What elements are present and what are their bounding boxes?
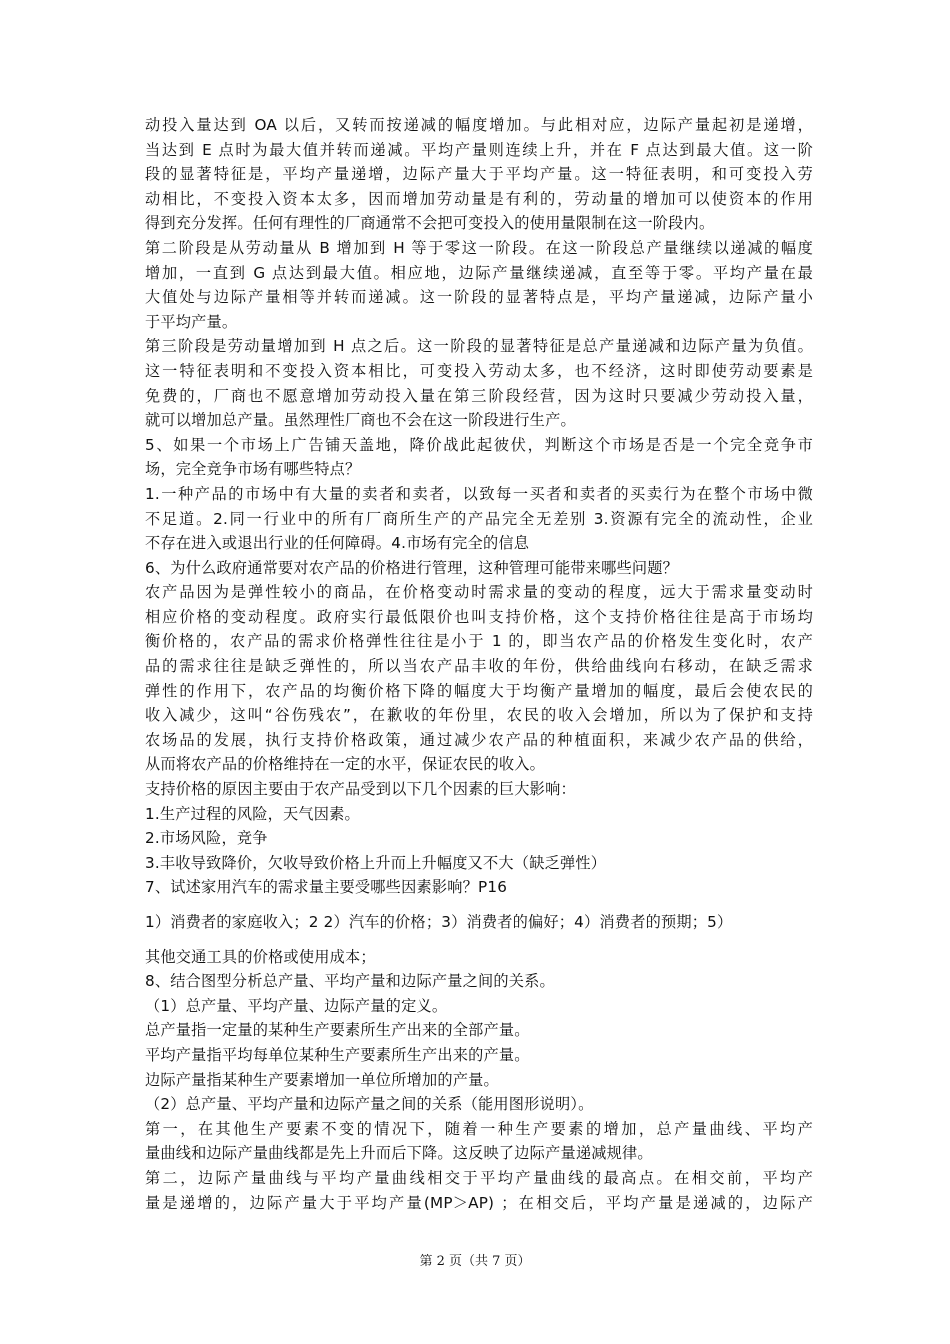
text-line: 第一，在其他生产要素不变的情况下，随着一种生产要素的增加，总产量曲线、平均产	[145, 1119, 813, 1138]
text-line: 5、如果一个市场上广告铺天盖地，降价战此起彼伏，判断这个市场是否是一个完全竞争市	[145, 435, 813, 454]
text-line: 2.市场风险，竞争	[145, 829, 268, 848]
text-line: 其他交通工具的价格或使用成本；	[145, 947, 376, 966]
text-line: 1.生产过程的风险，天气因素。	[145, 804, 360, 823]
text-line: 场，完全竞争市场有哪些特点？	[145, 460, 361, 479]
text-line: 衡价格的，农产品的需求价格弹性往往是小于 1 的，即当农产品的价格发生变化时，农产	[145, 632, 813, 651]
text-line: 7、试述家用汽车的需求量主要受哪些因素影响？P16	[145, 878, 508, 897]
text-line: 不存在进入或退出行业的任何障碍。4.市场有完全的信息	[145, 534, 530, 553]
text-line: 3.丰收导致降价，欠收导致价格上升而上升幅度又不大（缺乏弹性）	[145, 853, 607, 872]
text-line: 1）消费者的家庭收入；2 2）汽车的价格；3）消费者的偏好；4）消费者的预期；5）	[145, 913, 733, 931]
text-line: 免费的，厂商也不愿意增加劳动投入量在第三阶段经营，因为这时只要减少劳动投入量，	[145, 386, 813, 405]
text-line: 得到充分发挥。任何有理性的厂商通常不会把可变投入的使用量限制在这一阶段内。	[145, 214, 715, 233]
spacer	[145, 900, 813, 910]
text-line: 从而将农产品的价格维持在一定的水平，保证农民的收入。	[145, 755, 546, 774]
text-line: 增加，一直到 G 点达到最大值。相应地，边际产量继续递减，直至等于零。平均产量在最	[145, 263, 813, 282]
text-line: 就可以增加总产量。虽然理性厂商也不会在这一阶段进行生产。	[145, 411, 576, 430]
text-line: 农场品的发展，执行支持价格政策，通过减少农产品的种植面积，来减少农产品的供给，	[145, 730, 813, 749]
text-line: 收入减少，这叫“谷伤残农”，在歉收的年份里，农民的收入会增加，所以为了保护和支持	[145, 706, 813, 725]
document-body	[145, 113, 813, 1215]
text-line: （1）总产量、平均产量、边际产量的定义。	[145, 996, 448, 1015]
text-line: 平均产量指平均每单位某种生产要素所生产出来的产量。	[145, 1045, 530, 1064]
spacer	[145, 935, 813, 945]
text-line: 第三阶段是劳动量增加到 H 点之后。这一阶段的显著特征是总产量递减和边际产量为负值。	[145, 337, 813, 356]
text-line: 边际产量指某种生产要素增加一单位所增加的产量。	[145, 1070, 499, 1089]
text-line: 相应价格的变动程度。政府实行最低限价也叫支持价格，这个支持价格往往是高于市场均	[145, 607, 813, 626]
text-line: 支持价格的原因主要由于农产品受到以下几个因素的巨大影响：	[145, 780, 576, 799]
text-line: 总产量指一定量的某种生产要素所生产出来的全部产量。	[145, 1021, 530, 1040]
text-line: （2）总产量、平均产量和边际产量之间的关系（能用图形说明）。	[145, 1095, 594, 1114]
text-line: 大值处与边际产量相等并转而递减。这一阶段的显著特点是，平均产量递减，边际产量小	[145, 288, 813, 307]
text-line: 于平均产量。	[145, 312, 238, 331]
text-line: 动投入量达到 OA 以后，又转而按递减的幅度增加。与此相对应，边际产量起初是递增，	[145, 116, 813, 134]
text-line: 6、为什么政府通常要对农产品的价格进行管理，这种管理可能带来哪些问题？	[145, 558, 679, 577]
text-line: 品的需求往往是缺乏弹性的，所以当农产品丰收的年份，供给曲线向右移动，在缺乏需求	[145, 657, 813, 676]
text-line: 第二阶段是从劳动量从 B 增加到 H 等于零这一阶段。在这一阶段总产量继续以递减的幅度	[145, 238, 813, 257]
text-line: 量曲线和边际产量曲线都是先上升而后下降。这反映了边际产量递减规律。	[145, 1144, 653, 1163]
text-line: 不足道。2.同一行业中的所有厂商所生产的产品完全无差别 3.资源有完全的流动性，企业	[145, 509, 813, 528]
text-line: 段的显著特征是，平均产量递增，边际产量大于平均产量。这一特征表明，和可变投入劳	[145, 165, 813, 184]
text-line: 这一特征表明和不变投入资本相比，可变投入劳动太多，也不经济，这时即使劳动要素是	[145, 361, 813, 380]
text-line: 当达到 E 点时为最大值并转而递减。平均产量则连续上升，并在 F 点达到最大值。这一阶	[145, 140, 813, 159]
text-line: 量是递增的，边际产量大于平均产量(MP＞AP) ；在相交后，平均产量是递减的，边际产	[145, 1193, 813, 1212]
text-line: 1.一种产品的市场中有大量的卖者和卖者，以致每一买者和卖者的买卖行为在整个市场中微	[145, 484, 813, 503]
page-footer: 第 2 页（共 7 页）	[419, 1254, 531, 1269]
text-line: 动相比，不变投入资本太多，因而增加劳动量是有利的，劳动量的增加可以使资本的作用	[145, 189, 813, 208]
text-line: 8、结合图型分析总产量、平均产量和边际产量之间的关系。	[145, 972, 555, 991]
text-line: 第二，边际产量曲线与平均产量曲线相交于平均产量曲线的最高点。在相交前，平均产	[145, 1168, 813, 1187]
text-line: 弹性的作用下，农产品的均衡价格下降的幅度大于均衡产量增加的幅度，最后会使农民的	[145, 681, 813, 700]
text-line: 农产品因为是弹性较小的商品，在价格变动时需求量的变动的程度，远大于需求量变动时	[145, 583, 813, 602]
